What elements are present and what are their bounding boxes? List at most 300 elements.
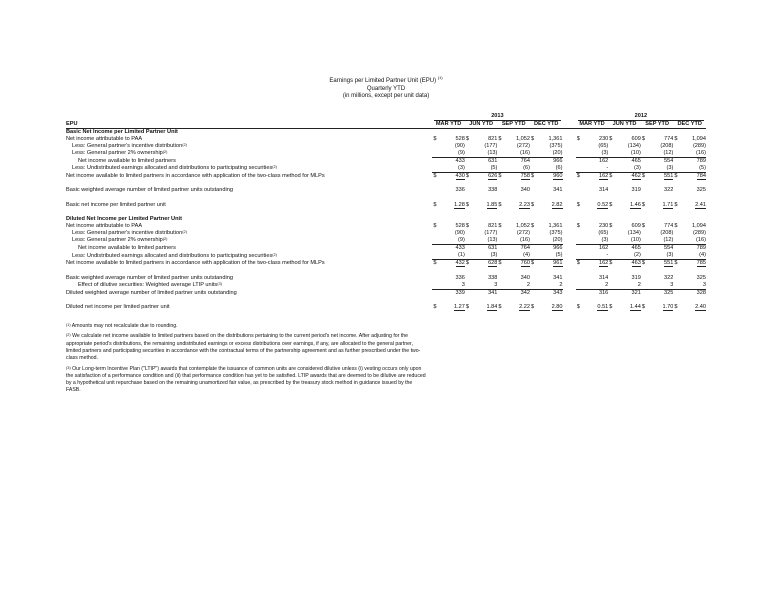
dollar-sign: $ <box>498 222 502 229</box>
column-header: SEP YTD <box>641 121 674 129</box>
dollar-sign: $ <box>609 173 613 180</box>
value-cell: 341 <box>488 289 498 296</box>
dollar-sign: $ <box>576 201 580 208</box>
value-cell: 554 <box>664 158 674 165</box>
value-cell: (16) <box>673 150 706 158</box>
dollar-sign: $ <box>576 222 580 229</box>
column-gap <box>563 173 576 181</box>
column-gap <box>563 158 576 166</box>
dollar-sign: $ <box>641 173 645 180</box>
value-cell: $ 1.71 <box>641 201 674 208</box>
column-gap <box>563 245 576 253</box>
dollar-sign: $ <box>498 135 502 142</box>
row-label: Effect of dilutive securities: Weighted average LTIP units$^{(3)}$ <box>78 281 222 288</box>
value-cell: 339 <box>455 289 465 296</box>
dollar-sign: $ <box>609 222 613 229</box>
footnote: $^{(1)}$ Amounts may not recalculate due to rounding. <box>66 323 178 330</box>
row-label: Basic Net Income per Limited Partner Unit <box>66 128 178 135</box>
column-header: MAR YTD <box>432 121 465 129</box>
value-cell: (12) <box>641 150 674 158</box>
table-row <box>66 237 706 245</box>
value-cell: (5) <box>530 252 563 260</box>
dollar-sign: $ <box>433 222 437 229</box>
value-cell: 322 <box>664 274 674 281</box>
value-cell: 966 <box>553 158 563 165</box>
row-label: Less: General partner's incentive distribution$^{(2)}$ <box>72 142 187 149</box>
value-cell: (90) <box>454 230 465 236</box>
value-cell: (1) <box>432 252 465 260</box>
row-label: Diluted weighted average number of limited partner units outstanding <box>66 289 237 296</box>
value-cell: $ 551 <box>641 173 674 180</box>
dollar-sign: $ <box>641 260 645 267</box>
value-cell: $ 1.28 <box>433 201 465 208</box>
value-cell: (177) <box>484 230 498 236</box>
value-cell: $ 628 <box>465 260 498 267</box>
footnote-ref: (2) <box>182 142 187 147</box>
column-gap <box>563 121 576 129</box>
empty-cell <box>576 216 609 223</box>
dollar-sign: $ <box>674 303 678 310</box>
column-header: DEC YTD <box>673 121 706 129</box>
value-cell: 966 <box>553 245 563 252</box>
value-cell: (12) <box>641 237 674 245</box>
column-gap <box>563 252 576 260</box>
dollar-sign: $ <box>609 260 613 267</box>
empty-cell <box>673 216 706 223</box>
value-cell: (2) <box>608 252 641 260</box>
dollar-sign: $ <box>465 173 469 180</box>
dollar-sign: $ <box>498 303 502 310</box>
value-cell: 3 <box>673 282 706 290</box>
table-row <box>66 275 706 282</box>
value-cell: $ 162 <box>576 173 609 180</box>
dollar-sign: $ <box>674 222 678 229</box>
empty-cell <box>432 216 465 223</box>
value-cell: 3 <box>641 282 674 290</box>
value-cell: 319 <box>631 187 641 194</box>
value-cell: $ 774 <box>641 222 674 229</box>
table-row <box>66 165 706 173</box>
empty-cell <box>608 128 641 136</box>
value-cell: - <box>576 252 609 260</box>
value-cell: $ 430 <box>433 173 465 180</box>
value-cell: $ 2.80 <box>530 303 563 310</box>
value-cell: 341 <box>553 274 563 281</box>
value-cell: $ 0.51 <box>576 303 609 310</box>
row-label: Less: Undistributed earnings allocated and distributions to participating securities$^{(2)}$ <box>72 165 277 172</box>
year-2012-header: 2012 <box>576 113 706 121</box>
column-gap <box>563 304 576 311</box>
value-cell: $ 821 <box>465 135 498 142</box>
value-cell: $ 2.41 <box>674 201 706 208</box>
row-label: Net income attributable to PAA <box>66 222 143 229</box>
column-gap <box>563 223 576 230</box>
value-cell: - <box>576 165 609 173</box>
epu-table-body <box>66 113 706 312</box>
dollar-sign: $ <box>609 303 613 310</box>
dollar-sign: $ <box>609 135 613 142</box>
report-title: Earnings per Limited Partner Unit (EPU) $^{(1)}$ <box>329 75 443 84</box>
value-cell: (3) <box>641 252 674 260</box>
value-cell: $ 609 <box>609 135 641 142</box>
dollar-sign: $ <box>674 173 678 180</box>
column-header: JUN YTD <box>465 121 498 129</box>
section-heading <box>66 216 706 223</box>
value-cell: (208) <box>660 230 674 236</box>
dollar-sign: $ <box>465 135 469 142</box>
value-cell: $ 774 <box>641 135 674 142</box>
epu-label: EPU <box>66 121 432 129</box>
empty-cell <box>576 128 609 136</box>
dollar-sign: $ <box>433 201 437 208</box>
value-cell: 316 <box>598 289 609 296</box>
value-cell: $ 2.23 <box>498 201 530 208</box>
value-cell: 340 <box>520 187 530 194</box>
value-cell: 338 <box>488 187 498 194</box>
value-cell: $ 784 <box>674 173 706 180</box>
value-cell: 341 <box>553 187 563 194</box>
column-gap <box>563 150 576 158</box>
row-label: Net income available to limited partners <box>78 157 176 164</box>
column-gap <box>563 260 576 268</box>
dollar-sign: $ <box>433 135 437 142</box>
title-footnote-ref: (1) <box>437 75 443 80</box>
row-label: Basic weighted average number of limited partner units outstanding <box>66 187 233 194</box>
dollar-sign: $ <box>641 222 645 229</box>
year-header-row <box>66 113 706 121</box>
value-cell: (16) <box>497 237 530 245</box>
dollar-sign: $ <box>530 222 535 229</box>
table-row <box>66 260 706 268</box>
value-cell: $ 1.44 <box>609 303 641 310</box>
empty-cell <box>563 128 576 136</box>
dollar-sign: $ <box>465 201 469 208</box>
dollar-sign: $ <box>641 201 645 208</box>
empty-cell <box>465 128 498 136</box>
value-cell: 340 <box>520 274 530 281</box>
year-2013-header: 2013 <box>432 113 562 121</box>
value-cell: (3) <box>576 237 609 245</box>
dollar-sign: $ <box>433 260 437 267</box>
value-cell: $ 1.70 <box>641 303 674 310</box>
value-cell: (272) <box>516 230 530 236</box>
value-cell: (3) <box>432 165 465 173</box>
value-cell: $ 0.52 <box>576 201 609 208</box>
value-cell: (13) <box>465 150 498 158</box>
table-row <box>66 289 706 297</box>
table-row <box>66 158 706 166</box>
column-header: JUN YTD <box>608 121 641 129</box>
row-label: Basic weighted average number of limited partner units outstanding <box>66 274 233 281</box>
row-label: Less: General partner 2% ownership$^{(2)}$ <box>72 150 168 157</box>
empty-cell <box>641 216 674 223</box>
value-cell: (4) <box>497 252 530 260</box>
value-cell: 2 <box>576 282 609 290</box>
dollar-sign: $ <box>530 173 535 180</box>
value-cell: $ 1,094 <box>674 135 706 142</box>
value-cell: 2 <box>608 282 641 290</box>
report-units: (in millions, except per unit data) <box>342 93 430 99</box>
table-row <box>66 252 706 260</box>
column-gap <box>563 230 576 237</box>
value-cell: $ 1.27 <box>433 303 465 310</box>
value-cell: $ 2.82 <box>530 201 563 208</box>
value-cell: $ 1,052 <box>498 222 530 229</box>
value-cell: (20) <box>530 150 563 158</box>
value-cell: 319 <box>631 274 641 281</box>
empty-cell <box>465 216 498 223</box>
value-cell: $ 462 <box>609 173 641 180</box>
report-header <box>66 74 706 101</box>
table-row <box>66 282 706 290</box>
epu-table <box>66 113 706 312</box>
footnote-ref: (2) <box>272 252 277 257</box>
value-cell: (16) <box>497 150 530 158</box>
dollar-sign: $ <box>498 260 502 267</box>
dollar-sign: $ <box>530 201 535 208</box>
value-cell: 328 <box>696 289 706 296</box>
dollar-sign: $ <box>465 260 469 267</box>
value-cell: (6) <box>497 165 530 173</box>
value-cell: 3 <box>465 282 498 290</box>
value-cell: $ 960 <box>530 173 563 180</box>
value-cell: 322 <box>664 187 674 194</box>
value-cell: (5) <box>465 165 498 173</box>
value-cell: $ 162 <box>576 260 609 267</box>
row-label: Diluted Net Income per Limited Partner Unit <box>66 215 182 222</box>
dollar-sign: $ <box>530 135 535 142</box>
dollar-sign: $ <box>465 303 469 310</box>
table-row <box>66 150 706 158</box>
value-cell: $ 1,361 <box>530 135 563 142</box>
dollar-sign: $ <box>576 303 580 310</box>
value-cell: $ 230 <box>576 135 609 142</box>
footnotes <box>66 323 426 395</box>
per-unit-row <box>66 304 706 311</box>
value-cell: $ 432 <box>433 260 465 267</box>
value-cell: (10) <box>608 150 641 158</box>
table-row <box>66 187 706 194</box>
value-cell: $ 821 <box>465 222 498 229</box>
value-cell: $ 626 <box>465 173 498 180</box>
value-cell: $ 1.46 <box>609 201 641 208</box>
column-gap <box>563 187 576 194</box>
empty-cell <box>497 216 530 223</box>
value-cell: $ 2.40 <box>674 303 706 310</box>
value-cell: (134) <box>627 142 641 149</box>
table-row <box>66 245 706 253</box>
per-unit-row <box>66 202 706 209</box>
value-cell: (289) <box>692 142 706 149</box>
footnote-ref: (2) <box>162 150 168 155</box>
row-label: Less: Undistributed earnings allocated and distributions to participating securities$^{(2)}$ <box>72 252 277 259</box>
table-row <box>66 143 706 150</box>
value-cell: $ 1.85 <box>465 201 498 208</box>
value-cell: $ 463 <box>609 260 641 267</box>
value-cell: $ 609 <box>609 222 641 229</box>
value-cell: 314 <box>598 274 609 281</box>
value-cell: 325 <box>696 187 706 194</box>
table-row <box>66 136 706 143</box>
column-gap <box>563 165 576 173</box>
table-row <box>66 173 706 181</box>
value-cell: 789 <box>696 158 706 165</box>
value-cell: $ 528 <box>433 135 465 142</box>
dollar-sign: $ <box>641 303 645 310</box>
column-gap <box>563 275 576 282</box>
column-header-row <box>66 121 706 129</box>
value-cell: $ 1.84 <box>465 303 498 310</box>
value-cell: $ 1,361 <box>530 222 563 229</box>
dollar-sign: $ <box>674 201 678 208</box>
row-label: Less: General partner's incentive distribution$^{(2)}$ <box>72 230 187 236</box>
row-label: Basic net income per limited partner unit <box>66 201 166 208</box>
dollar-sign: $ <box>465 222 469 229</box>
dollar-sign: $ <box>609 201 613 208</box>
value-cell: 342 <box>520 289 530 296</box>
dollar-sign: $ <box>530 260 535 267</box>
row-label: Net income available to limited partners in accordance with application of the two-class method for MLPs <box>66 260 325 267</box>
value-cell: $ 961 <box>530 260 563 267</box>
value-cell: (3) <box>641 165 674 173</box>
empty-cell <box>641 128 674 136</box>
column-header: MAR YTD <box>576 121 609 129</box>
value-cell: (177) <box>484 142 498 149</box>
dollar-sign: $ <box>530 303 535 310</box>
value-cell: (5) <box>673 165 706 173</box>
value-cell: (16) <box>673 237 706 245</box>
value-cell: 465 <box>631 245 641 252</box>
footnote-ref: (2) <box>162 237 168 242</box>
value-cell: 631 <box>488 245 498 252</box>
value-cell: $ 230 <box>576 222 609 229</box>
value-cell: (3) <box>465 252 498 260</box>
footnote: $^{(3)}$ Our Long-term Incentive Plan ("LTIP") awards that contemplate the issuance of common units are considered dilutive unless (i) vesting occurs only upon the satisfaction of a performance condition and (ii) that performance condition has yet to be satisfied. LTIP awards that are deemed to be dilutive are reduced by a hypothetical unit repurchase based on the remaining unamortized fair value, as prescribed by the treasury stock method in guidance issued by the FASB. <box>66 365 426 394</box>
value-cell: 2 <box>497 282 530 290</box>
value-cell: (4) <box>673 252 706 260</box>
value-cell: 465 <box>631 158 641 165</box>
dollar-sign: $ <box>576 135 580 142</box>
value-cell: 343 <box>553 289 563 296</box>
row-label: Diluted net income per limited partner unit <box>66 303 170 310</box>
value-cell: $ 1,052 <box>498 135 530 142</box>
empty-cell <box>563 216 576 223</box>
table-row <box>66 223 706 230</box>
report-subtitle: Quarterly YTD <box>366 85 406 92</box>
dollar-sign: $ <box>498 173 502 180</box>
value-cell: $ 528 <box>433 222 465 229</box>
value-cell: (90) <box>454 142 465 149</box>
dollar-sign: $ <box>433 173 437 180</box>
value-cell: (65) <box>598 142 609 149</box>
value-cell: (13) <box>465 237 498 245</box>
value-cell: $ 551 <box>641 260 674 267</box>
column-gap <box>563 143 576 150</box>
value-cell: 789 <box>696 245 706 252</box>
value-cell: $ 758 <box>498 173 530 180</box>
value-cell: $ 760 <box>498 260 530 267</box>
value-cell: (289) <box>692 230 706 236</box>
value-cell: 433 <box>455 245 465 252</box>
value-cell: 325 <box>696 274 706 281</box>
value-cell: 764 <box>520 245 530 252</box>
column-gap <box>563 237 576 245</box>
value-cell: (134) <box>627 230 641 236</box>
dollar-sign: $ <box>433 303 437 310</box>
value-cell: 554 <box>664 245 674 252</box>
dollar-sign: $ <box>674 135 678 142</box>
value-cell: (9) <box>432 237 465 245</box>
value-cell: 321 <box>631 289 641 296</box>
dollar-sign: $ <box>498 201 502 208</box>
value-cell: (3) <box>576 150 609 158</box>
footnote-ref: (2) <box>272 165 277 170</box>
row-label: Net income attributable to PAA <box>66 135 143 142</box>
column-gap <box>563 289 576 297</box>
value-cell: 162 <box>598 245 609 252</box>
empty-cell <box>673 128 706 136</box>
value-cell: (208) <box>660 142 674 149</box>
value-cell: 631 <box>488 158 498 165</box>
value-cell: $ 1,094 <box>674 222 706 229</box>
empty-cell <box>608 216 641 223</box>
value-cell: (272) <box>516 142 530 149</box>
value-cell: 2 <box>530 282 563 290</box>
dollar-sign: $ <box>641 135 645 142</box>
row-label: Less: General partner 2% ownership$^{(2)}$ <box>72 237 168 244</box>
value-cell: 314 <box>598 187 609 194</box>
dollar-sign: $ <box>576 173 580 180</box>
value-cell: $ 2.22 <box>498 303 530 310</box>
value-cell: (65) <box>598 230 609 236</box>
column-gap <box>563 202 576 209</box>
value-cell: (375) <box>549 230 563 236</box>
empty-cell <box>497 128 530 136</box>
document-page <box>66 74 706 398</box>
value-cell: (10) <box>608 237 641 245</box>
column-header: SEP YTD <box>497 121 530 129</box>
dollar-sign: $ <box>576 260 580 267</box>
empty-cell <box>530 128 563 136</box>
empty-cell <box>432 128 465 136</box>
value-cell: (9) <box>432 150 465 158</box>
value-cell: (375) <box>549 142 563 149</box>
footnote: $^{(2)}$ We calculate net income available to limited partners based on the distributions pertaining to the current period's net income. After adjusting for the appropriate period's distributions, the remaining undistributed earnings or excess distributions over earnings, if any, are allocated to the general partner, limited partners and participating securities in accordance with the contractual terms of the partnership agreement and as further prescribed under the two-class method. <box>66 333 421 362</box>
dollar-sign: $ <box>674 260 678 267</box>
value-cell: (20) <box>530 237 563 245</box>
value-cell: 433 <box>455 158 465 165</box>
value-cell: 338 <box>488 274 498 281</box>
empty-cell <box>530 216 563 223</box>
column-header: DEC YTD <box>530 121 563 129</box>
column-gap <box>563 136 576 143</box>
row-label: Net income available to limited partners in accordance with application of the two-class method for MLPs <box>66 173 325 179</box>
column-gap <box>563 282 576 290</box>
row-label: Net income available to limited partners <box>78 244 176 251</box>
value-cell: 336 <box>455 274 465 281</box>
section-heading <box>66 128 706 136</box>
table-row <box>66 230 706 237</box>
footnote-ref: (3) <box>217 281 222 286</box>
value-cell: (3) <box>608 165 641 173</box>
value-cell: 3 <box>432 282 465 290</box>
value-cell: (6) <box>530 165 563 173</box>
value-cell: 162 <box>598 158 609 165</box>
value-cell: 325 <box>664 289 674 296</box>
footnote-ref: (2) <box>182 230 187 234</box>
value-cell: $ 785 <box>674 260 706 267</box>
value-cell: 336 <box>455 187 465 194</box>
